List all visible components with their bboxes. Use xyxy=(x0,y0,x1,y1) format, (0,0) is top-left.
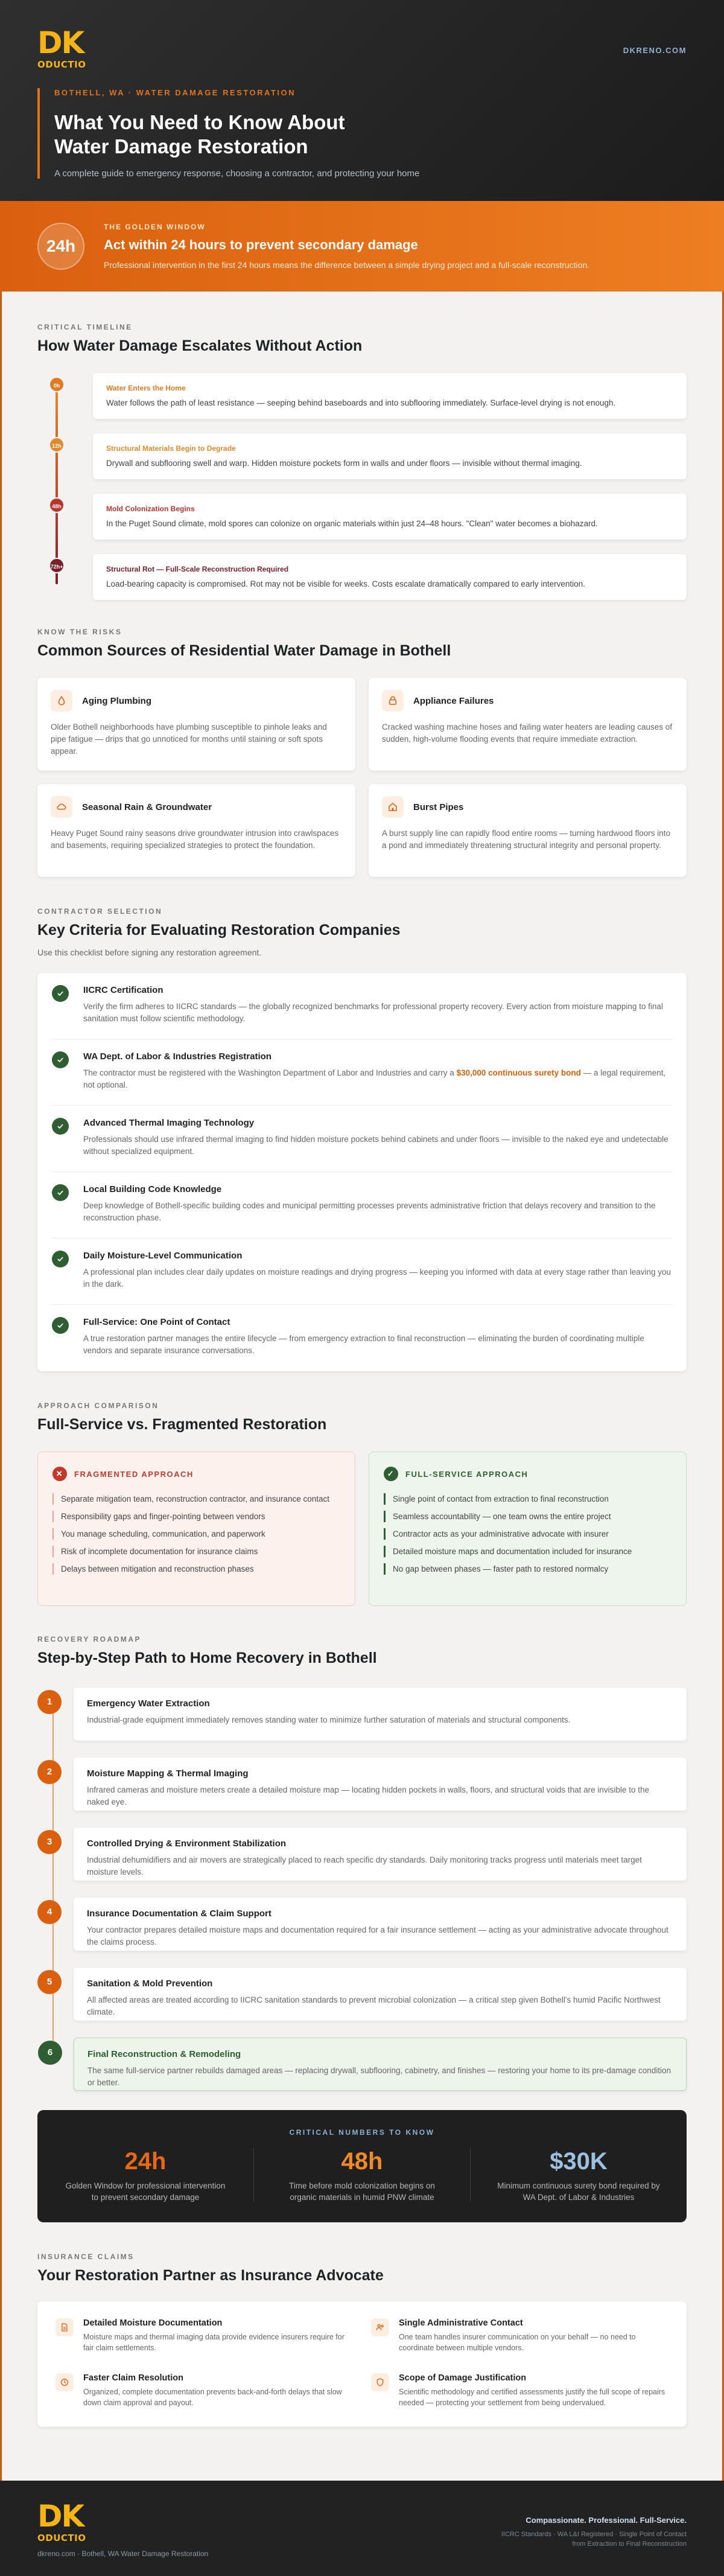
logo-mark: DK xyxy=(37,2499,84,2534)
rain-cloud-icon xyxy=(51,796,72,818)
section-eyebrow: CONTRACTOR SELECTION xyxy=(37,907,163,916)
timeline-badge: 48h xyxy=(49,497,65,513)
risk-card-header xyxy=(51,796,342,818)
risk-grid xyxy=(37,678,687,877)
roadmap-step xyxy=(47,2038,687,2091)
step-number: 5 xyxy=(37,1970,62,1994)
section-title: Common Sources of Residential Water Damage in Bothell xyxy=(37,642,451,659)
timeline-item-desc: Drywall and subflooring swell and warp. Hidden moisture pockets form in walls and under floors — invisible without thermal imaging. xyxy=(106,459,582,468)
people-icon xyxy=(371,2318,389,2336)
section-eyebrow: APPROACH COMPARISON xyxy=(37,1401,159,1410)
risk-card-title: Appliance Failures xyxy=(413,695,494,706)
step-title: Moisture Mapping & Thermal Imaging xyxy=(87,1768,249,1779)
criteria-item-title: IICRC Certification xyxy=(83,985,164,995)
step-desc: Infrared cameras and moisture meters create a detailed moisture map — locating hidden pockets in walls, floors, and structural voids that are invisible to the naked eye. xyxy=(87,1785,649,1806)
full-service-item: Single point of contact from extraction to final reconstruction xyxy=(384,1493,672,1505)
shield-icon xyxy=(371,2373,389,2391)
step-number: 6 xyxy=(38,2041,62,2065)
criteria-item xyxy=(52,1106,672,1172)
footer-logo[interactable] xyxy=(37,2501,84,2545)
insurance-grid xyxy=(37,2301,687,2427)
critical-number-value: 24h xyxy=(124,2148,167,2175)
risks-section xyxy=(0,614,724,877)
critical-number xyxy=(37,2147,254,2202)
section-desc: Use this checklist before signing any restoration agreement. xyxy=(37,948,262,957)
logo-mark: DK xyxy=(37,25,84,60)
fragmented-item: Delays between mitigation and reconstruction phases xyxy=(52,1563,340,1575)
insurance-item xyxy=(371,2373,668,2410)
close-icon: ✕ xyxy=(52,1467,67,1481)
house-icon xyxy=(382,796,404,818)
insurance-item-title: Faster Claim Resolution xyxy=(83,2373,183,2383)
full-service-item: No gap between phases — faster path to restored normalcy xyxy=(384,1563,672,1575)
check-icon xyxy=(52,1317,69,1334)
step-title: Insurance Documentation & Claim Support xyxy=(87,1908,272,1919)
step-desc: Your contractor prepares detailed moisture maps and documentation required for a fair insurance settlement — acting as your administrative advocate throughout the claims process. xyxy=(87,1925,668,1946)
critical-number-value: 48h xyxy=(341,2148,383,2175)
roadmap-step xyxy=(46,1688,687,1741)
criteria-section xyxy=(0,877,724,1371)
numbers-eyebrow: CRITICAL NUMBERS TO KNOW xyxy=(289,2128,435,2137)
timeline-item-title: Structural Rot — Full-Scale Reconstruction Required xyxy=(106,565,289,573)
section-eyebrow: INSURANCE CLAIMS xyxy=(37,2252,135,2261)
logo-text: ODUCTIO xyxy=(37,2533,86,2543)
risk-card xyxy=(37,678,355,771)
footer-detail: IICRC Standards · WA L&I Registered · Single Point of Contact from Extraction to Final Reconstruction xyxy=(501,2531,687,2548)
numbers-section xyxy=(0,2110,724,2222)
step-title: Emergency Water Extraction xyxy=(87,1698,210,1709)
risk-card-title: Aging Plumbing xyxy=(82,695,151,706)
criteria-item-title: Daily Moisture-Level Communication xyxy=(83,1251,243,1261)
surety-bond-highlight: $30,000 continuous surety bond xyxy=(456,1068,581,1077)
page-footer xyxy=(0,2481,724,2576)
hero-kicker: BOTHELL, WA · WATER DAMAGE RESTORATION xyxy=(54,88,296,97)
clock-icon xyxy=(56,2373,74,2391)
step-number: 4 xyxy=(37,1900,62,1924)
timeline-section xyxy=(0,292,724,600)
full-service-item: Seamless accountability — one team owns the entire project xyxy=(384,1511,672,1522)
timeline-badge: 12h xyxy=(49,437,65,453)
page-header xyxy=(0,0,724,201)
criteria-item-desc: A professional plan includes clear daily updates on moisture readings and drying progress — keeping you informed with data at every stage rather than leaving you in the dark. xyxy=(83,1267,672,1289)
water-drop-icon xyxy=(51,690,72,712)
fragmented-item: Separate mitigation team, reconstruction contractor, and insurance contact xyxy=(52,1493,340,1505)
section-title: How Water Damage Escalates Without Action xyxy=(37,337,363,354)
roadmap-step xyxy=(46,1828,687,1881)
timeline-item xyxy=(50,554,687,600)
criteria-desc-text: — a legal requirement, not optional. xyxy=(83,1068,666,1089)
risk-card-header xyxy=(51,690,342,712)
insurance-item xyxy=(56,2318,353,2355)
insurance-item-desc: Organized, complete documentation prevents back-and-forth delays that slow down claim approval and payout. xyxy=(83,2388,342,2407)
check-icon xyxy=(52,985,69,1002)
full-service-label: FULL-SERVICE APPROACH xyxy=(405,1469,529,1479)
site-url-link[interactable]: DKRENO.COM xyxy=(623,46,687,55)
section-eyebrow: CRITICAL TIMELINE xyxy=(37,323,133,331)
criteria-item-desc: Verify the firm adheres to IICRC standards — the globally recognized benchmarks for professional property recovery. Every action from moisture mapping to final sanitation must follow scientific methodology. xyxy=(83,1002,663,1023)
roadmap-steps xyxy=(37,1688,687,2091)
roadmap-step xyxy=(46,1968,687,2021)
golden-window-banner xyxy=(0,201,724,292)
insurance-item-desc: Moisture maps and thermal imaging data provide evidence insurers require for fair claim settlements. xyxy=(83,2333,345,2352)
critical-number xyxy=(254,2147,471,2202)
golden-window-kicker: THE GOLDEN WINDOW xyxy=(104,223,206,231)
criteria-checklist xyxy=(37,973,687,1371)
check-icon xyxy=(52,1051,69,1068)
step-desc: All affected areas are treated according to IICRC sanitation standards to prevent microbial colonization — a critical step given Bothell's humid Pacific Northwest climate. xyxy=(87,1995,661,2016)
criteria-item-desc: A true restoration partner manages the entire lifecycle — from emergency extraction to final reconstruction — eliminating the burden of coordinating multiple vendors and separate insurance conversations. xyxy=(83,1334,644,1355)
check-icon: ✓ xyxy=(384,1467,398,1481)
timeline-item xyxy=(52,494,687,540)
step-number: 3 xyxy=(37,1830,62,1854)
section-title: Step-by-Step Path to Home Recovery in Bothell xyxy=(37,1650,377,1666)
hero xyxy=(37,88,496,179)
fragmented-item: You manage scheduling, communication, and paperwork xyxy=(52,1528,340,1540)
risk-card-desc: A burst supply line can rapidly flood entire rooms — turning hardwood floors into a pond and immediately threatening structural integrity and personal property. xyxy=(382,829,671,850)
step-title: Controlled Drying & Environment Stabilization xyxy=(87,1838,287,1849)
critical-number-caption: Time before mold colonization begins on organic materials in humid PNW climate xyxy=(289,2181,435,2202)
insurance-item-title: Single Administrative Contact xyxy=(399,2318,523,2328)
critical-numbers-panel xyxy=(37,2110,687,2222)
risk-card-header xyxy=(382,796,673,818)
fragmented-label: FRAGMENTED APPROACH xyxy=(74,1469,194,1479)
critical-number-caption: Minimum continuous surety bond required by WA Dept. of Labor & Industries xyxy=(497,2181,660,2202)
roadmap-line xyxy=(52,1706,54,2062)
insurance-item xyxy=(56,2373,353,2410)
risk-card-desc: Heavy Puget Sound rainy seasons drive groundwater intrusion into crawlspaces and basements, requiring specialized strategies to protect the foundation. xyxy=(51,829,339,850)
insurance-item xyxy=(371,2318,668,2355)
critical-number-caption: Golden Window for professional intervention to prevent secondary damage xyxy=(65,2181,226,2202)
logo-text: ODUCTIO xyxy=(37,59,86,70)
insurance-item-desc: Scientific methodology and certified assessments justify the full scope of repairs needed — protecting your settlement from being undervalued. xyxy=(399,2388,665,2407)
criteria-item-title: Local Building Code Knowledge xyxy=(83,1184,222,1194)
criteria-item-title: Advanced Thermal Imaging Technology xyxy=(83,1118,255,1128)
step-number: 1 xyxy=(37,1690,62,1714)
risk-card xyxy=(369,784,687,877)
timeline-item-desc: Load-bearing capacity is compromised. Rot may not be visible for weeks. Costs escalate dramatically compared to early intervention. xyxy=(106,579,585,588)
page-title: What You Need to Know About Water Damage Restoration xyxy=(54,111,345,158)
critical-number-value: $30K xyxy=(550,2148,608,2175)
risk-card-desc: Older Bothell neighborhoods have plumbing susceptible to pinhole leaks and pipe fatigue — drips that go unnoticed for months until staining or soft spots appear. xyxy=(51,722,327,756)
section-title: Full-Service vs. Fragmented Restoration xyxy=(37,1416,327,1433)
section-eyebrow: RECOVERY ROADMAP xyxy=(37,1635,142,1643)
insurance-item-title: Detailed Moisture Documentation xyxy=(83,2318,223,2328)
timeline-item-title: Water Enters the Home xyxy=(106,384,186,392)
step-title: Final Reconstruction & Remodeling xyxy=(87,2049,241,2059)
criteria-item-title: Full-Service: One Point of Contact xyxy=(83,1317,230,1327)
step-number: 2 xyxy=(37,1760,62,1784)
insurance-item-desc: One team handles insurer communication on your behalf — no need to coordinate between multiple vendors. xyxy=(399,2333,636,2352)
full-service-item: Contractor acts as your administrative advocate with insurer xyxy=(384,1528,672,1540)
criteria-item-title: WA Dept. of Labor & Industries Registration xyxy=(83,1051,272,1062)
criteria-item xyxy=(52,1039,672,1106)
roadmap-step xyxy=(46,1898,687,1951)
section-title: Your Restoration Partner as Insurance Advocate xyxy=(37,2267,384,2284)
appliance-icon xyxy=(382,690,404,712)
timeline xyxy=(37,373,687,600)
full-service-item: Detailed moisture maps and documentation included for insurance xyxy=(384,1546,672,1557)
criteria-desc-text: The contractor must be registered with the Washington Department of Labor and Industries and carry a xyxy=(83,1068,457,1077)
critical-number xyxy=(471,2147,687,2202)
footer-site-info[interactable]: dkreno.com · Bothell, WA Water Damage Restoration xyxy=(37,2549,209,2558)
roadmap-step xyxy=(46,1758,687,1811)
risk-card-title: Burst Pipes xyxy=(413,802,464,812)
timeline-line xyxy=(56,379,58,584)
page-subtitle: A complete guide to emergency response, choosing a contractor, and protecting your home xyxy=(54,168,420,179)
risk-card xyxy=(369,678,687,771)
section-eyebrow: KNOW THE RISKS xyxy=(37,628,122,636)
timeline-badge: 0h xyxy=(49,377,65,392)
risk-card-desc: Cracked washing machine hoses and failing water heaters are leading causes of sudden, high-volume flooding events that require immediate extraction. xyxy=(382,722,673,744)
timeline-badge: 72h+ xyxy=(49,558,65,573)
criteria-item-desc xyxy=(83,1067,672,1091)
check-icon xyxy=(52,1251,69,1267)
check-icon xyxy=(52,1184,69,1201)
step-title: Sanitation & Mold Prevention xyxy=(87,1978,213,1989)
document-icon xyxy=(56,2318,74,2336)
golden-window-desc: Professional intervention in the first 24 hours means the difference between a simple drying project and a full-scale reconstruction. xyxy=(104,260,590,270)
criteria-item-desc: Professionals should use infrared thermal imaging to find hidden moisture pockets behind cabinets and under floors — invisible to the naked eye and undetectable without specialized equipment. xyxy=(83,1135,668,1156)
criteria-item-desc: Deep knowledge of Bothell-specific building codes and municipal permitting processes prevents administrative friction that delays recovery and transition to the reconstruction phase. xyxy=(83,1201,656,1222)
criteria-item xyxy=(52,1239,672,1305)
company-logo[interactable] xyxy=(37,25,86,71)
golden-window-title: Act within 24 hours to prevent secondary damage xyxy=(104,237,418,252)
timeline-item xyxy=(52,433,687,479)
step-desc: The same full-service partner rebuilds damaged areas — replacing drywall, subflooring, cabinetry, and finishes — restoring your home to its pre-damage condition or better. xyxy=(87,2066,671,2087)
check-icon xyxy=(52,1118,69,1135)
comparison-section xyxy=(0,1371,724,1606)
fragmented-approach-box xyxy=(37,1452,355,1606)
criteria-item xyxy=(52,1305,672,1371)
timeline-item-title: Mold Colonization Begins xyxy=(106,505,195,513)
risk-card-title: Seasonal Rain & Groundwater xyxy=(82,802,212,812)
step-desc: Industrial dehumidifiers and air movers are strategically placed to reach specific dry standards. Daily monitoring tracks progress until materials meet target moisture levels. xyxy=(87,1855,642,1876)
footer-tagline: Compassionate. Professional. Full-Service. xyxy=(526,2516,687,2525)
roadmap-section xyxy=(0,1606,724,2091)
section-title: Key Criteria for Evaluating Restoration Companies xyxy=(37,922,401,939)
fragmented-item: Risk of incomplete documentation for insurance claims xyxy=(52,1546,340,1557)
timeline-item-desc: Water follows the path of least resistance — seeping behind baseboards and into subflooring immediately. Surface-level drying is not enough. xyxy=(106,398,616,407)
risk-card-header xyxy=(382,690,673,712)
criteria-item xyxy=(52,1172,672,1239)
full-service-approach-box xyxy=(369,1452,687,1606)
timeline-item xyxy=(53,373,687,419)
fragmented-item: Responsibility gaps and finger-pointing between vendors xyxy=(52,1511,340,1522)
step-desc: Industrial-grade equipment immediately removes standing water to minimize further saturation of materials and structural components. xyxy=(87,1715,571,1724)
timeline-item-title: Structural Materials Begin to Degrade xyxy=(106,444,236,453)
criteria-item xyxy=(52,973,672,1039)
insurance-section xyxy=(0,2222,724,2427)
golden-window-badge: 24h xyxy=(37,223,84,270)
risk-card xyxy=(37,784,355,877)
insurance-item-title: Scope of Damage Justification xyxy=(399,2373,527,2383)
timeline-item-desc: In the Puget Sound climate, mold spores can colonize on organic materials within just 24–48 hours. "Clean" water becomes a biohazard. xyxy=(106,519,598,528)
